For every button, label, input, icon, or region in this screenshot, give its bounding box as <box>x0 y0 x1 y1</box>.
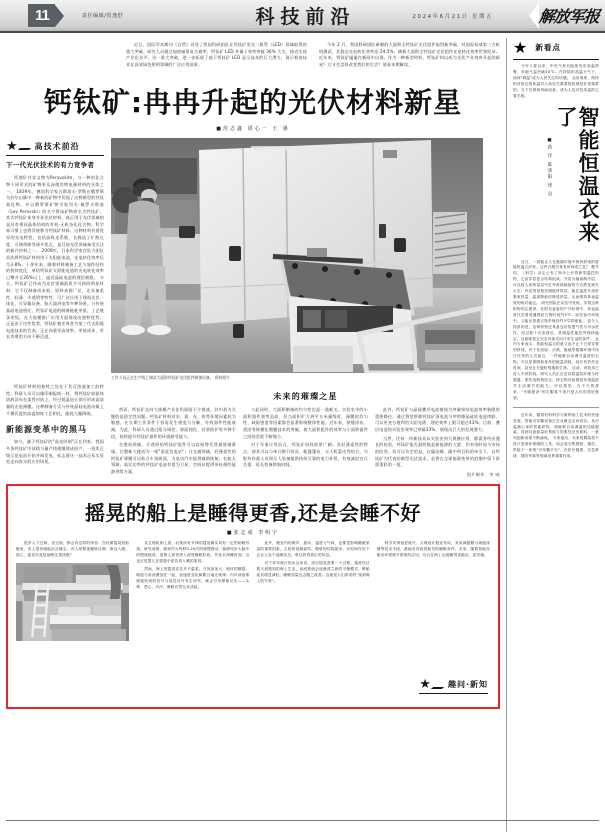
article-mid-right <box>111 384 500 478</box>
ship-cabin-photo <box>16 563 129 641</box>
rail-vertical-byline: ■蒋 洋 陈骄阳 徐 昊 <box>546 137 552 197</box>
editor-credit: 责任编辑/贺逸舒 <box>81 13 124 19</box>
rail-flag-label: 新看点 <box>535 43 561 52</box>
article-byline: ■范志鑫 谌心一 王 愚 <box>216 125 290 132</box>
article-mid-section <box>6 384 500 478</box>
rail-vertical-headline: 智能恒温衣来了 <box>553 105 600 244</box>
feature-col-2: 然而，海上的摇晃往往并不温柔。当风浪加大，船体的横摇、纵摇与垂荡叠加在一起，加速度变化频繁且毫无规律，内耳前庭系统接收到的信号与视觉信号发生冲突，就会引发晕船反应——头晕、恶心、冷汗，睡眠自然无从谈起。 <box>136 566 250 589</box>
rail-intro-text <box>513 64 599 100</box>
feature-headline: 摇晃的船上是睡得更香,还是会睡不好 <box>84 501 422 526</box>
page-title: 科技前沿 <box>255 6 356 28</box>
brand-name: 解放军报 <box>537 7 600 26</box>
star-icon-rail: ★ <box>513 38 528 57</box>
lead-text-2: 今年 2 月，我国科研团队研制的大面积全钙钛矿光伏组件取得新突破，经国际权威第三方机构测试，其稳态光电转化效率达 24.5%，刷新大面积全钙钛矿光伏组件光电转化效率世界纪录。 近年来，钙钛矿屡屡在新闻中出现。作为一种新型材料，钙钛矿何以成为光伏产业冉冉升起的新星？它又会怎样改变我们的生活？请看本期解读。 <box>319 42 500 67</box>
article-lower-col-2: 对于军事应用而言，钙钛矿同样前景广阔。其轻薄柔性的特点，使其可以与单兵携行装具、帐篷篷布、无人机蒙皮等结合，为野外作战人员和无人装备提供持续可靠的电力补给，有效减轻官兵负重、延长装备续航时间。 <box>243 442 368 468</box>
photo-caption: 工作人员正在生产线上调试大面积钙钛矿光伏组件制备设备。 资料照片 <box>111 374 230 380</box>
rail-tail-text <box>513 413 599 460</box>
feature-col-4: 对于常年航行的水兵来说，适应摇晃需要一个过程。通常经过数天到数周的海上生活，前庭系统会逐渐建立新的平衡模式，晕船症状明显减轻，睡眠质量也会随之改善。这就是人们常说的"找到海上的节奏"。 <box>256 561 370 583</box>
page-body <box>0 33 605 832</box>
feature-col-3-wrap <box>377 541 490 641</box>
article-left-text <box>6 175 104 341</box>
lead-text-1: 近日，国际学术期刊《自然》刊登了我国科研团队在钙钛矿发光二极管（LED）领域取得的重大突破。研究人员通过加热辐射复合通率，钙钛矿 LED 外量子效率突破 36% 大关，接近实现产业化水平。这一重大突破，进一步拓展了基于钙钛矿 LED 显示技术的巨大潜力，预示着该技术在高效绿色照明领域的广泛应用前景。 <box>126 42 307 67</box>
section-flag-hightech <box>6 140 104 156</box>
article-col-1: 然而，钙钛矿走向大规模产业化仍面临不少挑战。其中最为关键的是稳定性问题。钙钛矿材料对水、氧、光、热等环境因素较为敏感，在长期工作条件下容易发生相变与分解，导致器件性能衰减。为此，科研人员通过组分调控、界面钝化、封装防护等多种手段，持续提升钙钛矿器件的环境耐受能力。 <box>111 407 236 439</box>
article-col-2: 与此同时，大面积制备的均匀性也是一道难关。实验室中的小面积器件效率虽高，但当面积扩大到平方米量级时，薄膜的均匀性、缺陷密度等因素都会显著影响整体性能。近年来，狭缝涂布、刮涂等规模化镀膜技术的突破，使大面积组件的效率与小面积器件之间的差距不断缩小。 <box>243 407 368 439</box>
feature-col-1: 从生理机制上看，轻柔而有节律的摇晃确实具有一定的助眠效果。研究表明，频率约为每秒0.25次的缓慢摆动，能够同步大脑中的慢波振荡，促使人更快进入深度睡眠阶段，并延长深睡时间。这也正是婴儿在摇篮中更容易入睡的原因。 <box>136 541 250 564</box>
article-subhead-future: 未来的璀璨之星 <box>273 392 338 402</box>
article-mid-left-text <box>6 384 104 417</box>
lead-paragraph-1 <box>126 42 307 71</box>
rail-body-text <box>513 260 599 402</box>
article-subhead-heima: 新能源变革中的黑马 <box>6 425 87 435</box>
article-mid-left-text2 <box>6 439 104 466</box>
section-flag-xinkandian <box>513 38 599 60</box>
feature-col-1-wrap <box>136 541 249 641</box>
article-lower-col-0: 如今，属于钙钛矿的"高光时刻"正在到来。我国多条钙钛矿中试线与量产线相继建成投产，一批兆瓦级示范电站开始并网发电，标志着这一技术正从实验室走向真实的应用场景。 <box>6 439 104 465</box>
article-col-3-wrap <box>375 407 500 478</box>
masthead <box>0 0 605 33</box>
article-photo-block <box>111 138 491 381</box>
lead-paragraph-2 <box>319 42 500 71</box>
ship-cabin-photo-image <box>16 563 129 641</box>
flag-slash-icon-feature <box>431 687 444 689</box>
issue-date: 2024年6月21日 星期五 <box>412 13 493 20</box>
article-left-body: 所谓矿并非文物为Perovskite，与一种的化合物不同形式的矿物来及深使其物电量材料的光体之一。 1839年，德国科学家古斯塔夫·罗斯在俄罗斯乌拉尔山脉中一种新的矿物中发现了这种新型的钙钛氧化物，并以俄罗斯矿物学家列夫·佩罗夫斯基（Lev Perovski）的名字将该矿物命名为钙钛矿。 其实钙钛矿本身并非光伏材料，真正用于光伏领域的是具有相同晶体结构的有机-无机杂化化合物，科学界习惯上也将其统称为钙钛矿材料。这种材料有着优异的光电特性，包括高吸光系数、长载流子扩散长度、可调带隙等诸多优点，是目前光伏领域备受关注的新兴材料之一。 2009年，日本科学家宫坂力团队首次将钙钛矿材料用于太阳能电池，光电转化效率仅为3.8%。十余年来，随着材料制备工艺与器件结构的持续优化，单结钙钛矿太阳能电池的光电转化效率已攀升至26%以上，逼近晶硅电池的理论极限。 今天，钙钛矿已经成为光伏领域最炙手可热的明星材料。它不仅制备成本低、原料来源广泛，还具备柔性、轻薄、半透明等特性，可广泛应用于建筑光伏一体化、可穿戴设备、航天器供电等多种场景。与传统晶硅电池相比，钙钛矿电池的制备能耗更低、工艺链条更短，在大规模推广应用方面展现出独特优势。 正是由于这些优势，钙钛矿被业界誉为第三代太阳能电池技术的代表，正在向着更高效率、更低成本、更长寿命的方向不断迈进。 <box>6 175 104 340</box>
article-col-3: 此外，钙钛矿与晶硅叠层电池被视为突破单结电池效率极限的重要路径。通过将宽带隙钙钛矿顶电池与窄带隙晶硅底电池串联，可以更充分地利用太阳光谱，理论效率上限可超过43%。目前，叠层电池的实验室效率已突破33%，展现出巨大的发展潜力。 <box>375 407 500 433</box>
feature-col-0: 很多人下过海、坐过船，都会有这样的体验：在轻微摇晃的船舱里，有人很快就能沉沉睡去，有人却整夜辗转反侧、难以入眠。那么，摇晃究竟是助眠还是扰眠？ <box>16 541 130 558</box>
article-col-2-wrap <box>243 407 368 478</box>
article-columns-upper <box>111 407 500 478</box>
rail-body: 近日，一款能让人在极端环境中保持舒适的智能恒温衣问世。这件衣服究竟有何神奇之处？ 据介绍，《科学》杂志公布了尚未公开的新型温控织物，它由多层复合结构组成。外层为辐射制冷层，可以将人体热量以中红外波段辐射的方式散发到外太空；内层则是相变储能材料层，能在温度升高时吸收热量、温度降低时释放热量，从而维持体表温度的相对稳定。 研究团队在实验中发现，穿着这种织物的志愿者，在阳光直射的户外环境中，体表温度比穿着普通棉质衣物时低约5℃；而在寒冷环境中，又能比普通衣物多保持约3℃的暖意。 更令人惊喜的是，这种织物还具备良好的透气性与可水洗性，经过数十次洗涤后，其调温性能依然保持稳定。这意味着它完全具备走向日常生活的条件。 业内专家表示，智能恒温衣的意义远不止于日常穿着的舒适。对于在高原、沙漠、极地等极端环境中执行任务的人员而言，一件能够自动调节温度的衣物，可以显著降低身体的能量消耗，延长有效作业时间，甚至在关键时刻挽救生命。 目前，该技术已进入中试阶段。研究人员正在尝试将温控纤维与传感器、柔性电路相结合，使衣物具备感知环境温度并主动调节的能力。可以预见，在不久的将来，"冬暖夏凉"的衣服将不再只是人们的美好愿望。 <box>513 259 599 400</box>
rail-tail: 近年来，随着材料科学与微纳加工技术的快速发展，智能可穿戴设备正在从概念走向现实。从可监测心率的智能织物，到能够自动调温的功能服装，再到具备能量收集能力的柔性光伏面料，一系列创新成果不断涌现。 专家指出，未来的服装将不再只是遮体保暖的工具，而会成为集感知、通信、供能于一体的"可穿戴平台"，在医疗健康、应急救援、国防军事等领域发挥重要作用。 <box>513 412 599 459</box>
page-number: 11 <box>28 4 55 27</box>
article-top-section <box>6 138 500 381</box>
feature-article-box <box>6 484 500 709</box>
article-col-1-wrap <box>111 407 236 478</box>
feature-col-0-text <box>16 541 129 559</box>
factory-photo-image <box>111 138 483 373</box>
page-footer-rule <box>6 820 599 830</box>
feature-col-0-wrap <box>16 541 129 641</box>
article-lead-subhead: 下一代光伏技术的有力竞争者 <box>6 160 95 169</box>
rail-divider <box>513 407 599 408</box>
star-icon: ★ <box>6 138 18 154</box>
lead-block <box>126 42 500 71</box>
right-rail <box>506 38 599 832</box>
feature-col-5: 科学安排值更班次、合理设计舱室布局、采用减摇鳍与减振床铺等技术手段，都能有效改善船员的睡眠条件。未来，随着智能化舱室环境调节系统的应用，官兵在海上也能睡得更踏实、更安稳。 <box>376 541 490 558</box>
factory-photo <box>111 138 483 373</box>
brand-logo <box>529 3 599 29</box>
article-headline: 钙钛矿:冉冉升起的光伏材料新星 <box>43 85 463 119</box>
article-left-column <box>6 138 104 381</box>
article-signoff: 图片制作：李 响 <box>466 471 500 477</box>
rail-intro: 今年入夏以来，中央气象台陆续发布高温预警，多地气温突破40℃。在持续的高温天气下，如何"降温"成为人民关注的话题。 众所周知，保持相对恒定的体温对人体至关重要的机理是非常重要的，当下空调和风扇设备，成为人们对抗高温的主要手段。 <box>513 64 599 98</box>
article-mid-left <box>6 384 104 478</box>
article-lower-col-3: 当然，任何一项新技术从实验室到大规模应用，都需要经历漫长的检验。钙钛矿能否最终挑起新能源的大梁，仍有待时间与市场的回答。但可以肯定的是，在碳达峰、碳中和目标的牵引下，以钙钛矿为代表的新型光伏技术，必将在全球能源变革的浪潮中留下浓墨重彩的一笔。 <box>375 435 500 468</box>
feature-col-3: 此外，舱室内的噪声、振动、温度与气味，也都是影响睡眠质量的重要因素。主机的低频轰鸣、舱壁的结构振动，长时间作用下会让人处于浅睡状态，难以获得真正的休息。 <box>256 541 370 558</box>
rail-vertical-headline-block <box>513 106 599 256</box>
main-column <box>6 38 506 832</box>
feature-columns <box>16 541 490 641</box>
feature-byline: ■张志成 李明宇 <box>226 530 280 537</box>
section-flag-quwen <box>419 678 488 694</box>
article-lower-col-1: 在建筑领域，半透明的钙钛矿组件可以直接替代普通玻璃幕墙，让整栋大楼成为一座"垂直发电站"；在交通领域，轻薄柔性的钙钛矿薄膜可以贴合车顶曲面，为电动汽车提供辅助续航；在航天领域，高比功率的钙钛矿电池有望为卫星、空间站提供更轻便的能源供给方案。 <box>111 442 236 474</box>
feature-col-2-wrap <box>257 541 370 641</box>
feature-flag-label: 趣问·新知 <box>447 680 488 690</box>
star-icon-feature: ★ <box>419 677 431 693</box>
article-col-0: 钙钛矿材料的独特之处在于其可溶液加工的特性。科研人员可以像印刷报纸一样，将钙钛矿前驱体溶液涂布在柔性衬底上，经过低温退火即可形成高质量的光电薄膜。这种制备方式与传统晶硅电池动辄上千摄氏度的高温熔炼工艺相比，能耗大幅降低。 <box>6 384 104 416</box>
section-flag-label: 高技术前沿 <box>34 141 80 151</box>
flag-slash-icon <box>17 148 30 150</box>
